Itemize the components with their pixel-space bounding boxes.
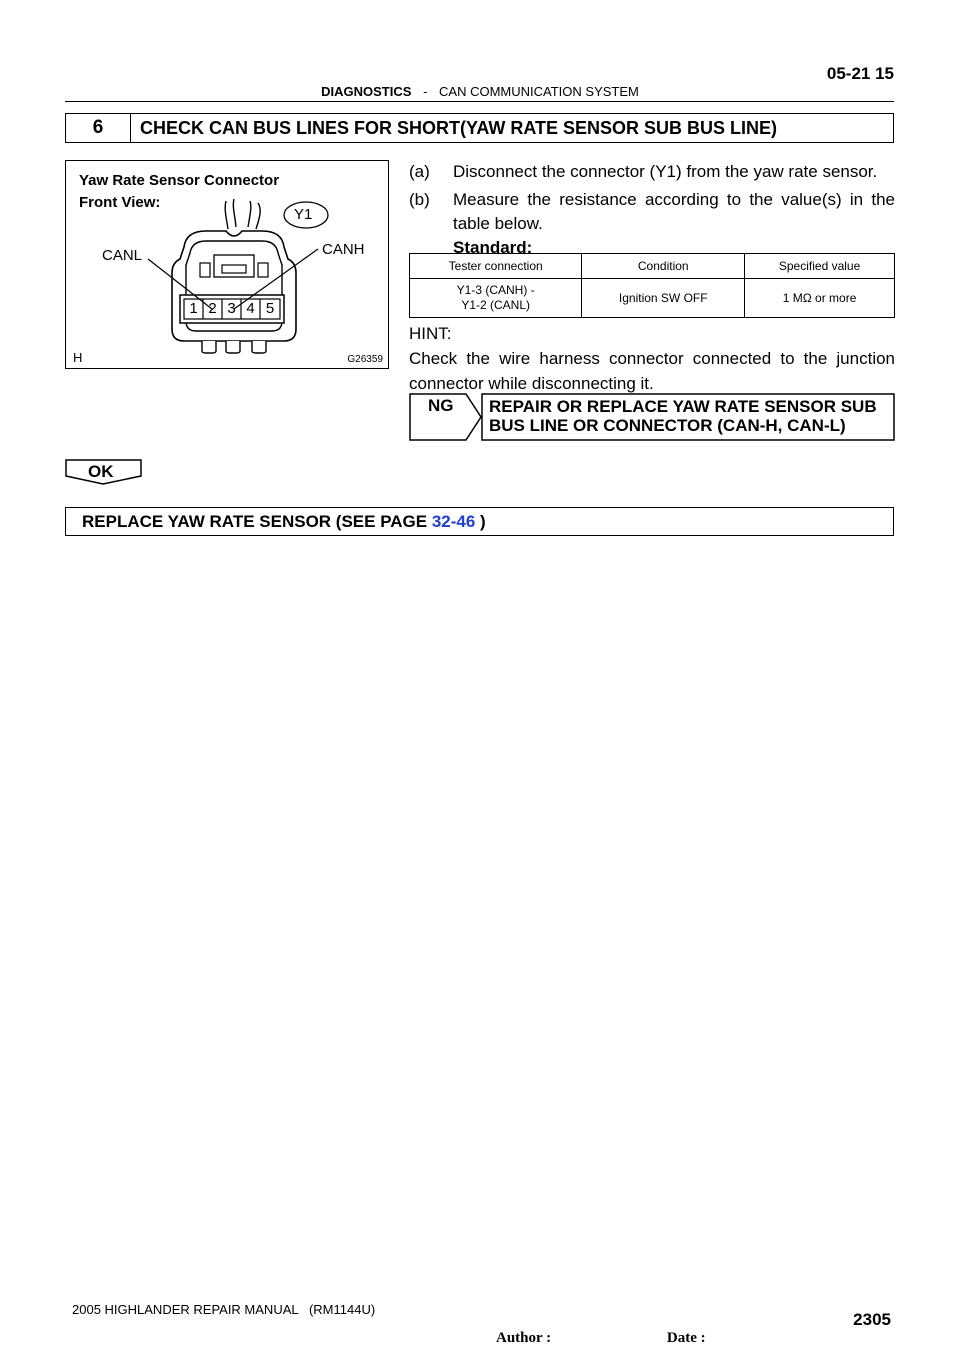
page-reference-link[interactable]: 32-46 [431, 511, 476, 531]
pin-number: 1 [189, 300, 198, 317]
canl-label: CANL [102, 247, 143, 264]
footer-manual-title: 2005 HIGHLANDER REPAIR MANUAL (RM1144U) [72, 1302, 376, 1317]
figure-title-line2: Front View: [79, 194, 161, 211]
pin-numbers [184, 300, 280, 317]
instruction-letter: (b) [409, 190, 430, 209]
hint-block [409, 321, 895, 396]
instruction-text: Disconnect the connector (Y1) from the yaw rate sensor. [453, 162, 878, 181]
pin-number: 4 [246, 300, 255, 317]
section-separator: - [423, 84, 428, 99]
pin-number: 5 [265, 300, 275, 317]
section-header [0, 84, 960, 99]
standard-label: Standard: [453, 238, 533, 257]
header-rule [65, 101, 894, 102]
final-action-text: REPLACE YAW RATE SENSOR (SEE PAGE [82, 511, 432, 531]
figure-title-line1: Yaw Rate Sensor Connector [79, 172, 280, 189]
pin-number: 3 [227, 300, 236, 317]
canh-label: CANH [322, 241, 365, 258]
page-code: 05-21 15 [826, 64, 894, 83]
header-tester-connection: Tester connection [410, 254, 582, 279]
instruction-list [409, 160, 895, 260]
hint-label: HINT: [409, 324, 452, 343]
ng-action-text [489, 397, 877, 435]
section-name: DIAGNOSTICS [321, 84, 412, 99]
table-header-row [410, 254, 895, 279]
footer-signoff [496, 1330, 706, 1347]
spec-table [409, 253, 895, 318]
cell-specified-value: 1 MΩ or more [745, 279, 895, 318]
hint-text: Check the wire harness connector connected to the junction connector while disconnecting it. [409, 349, 895, 393]
subsection-name: CAN COMMUNICATION SYSTEM [439, 84, 639, 99]
figure-mark: H [73, 350, 83, 365]
header-condition: Condition [582, 254, 745, 279]
pin-number: 2 [208, 300, 217, 317]
footer-page-number: 2305 [853, 1310, 891, 1329]
connector-id-label: Y1 [294, 206, 313, 223]
header-specified-value: Specified value [745, 254, 895, 279]
step-header-box [65, 113, 894, 143]
cell-tester-connection [410, 279, 582, 318]
instruction-item [409, 160, 895, 184]
author-label: Author : [496, 1330, 552, 1346]
connection-line2: Y1-2 (CANL) [461, 298, 531, 312]
table-row [410, 279, 895, 318]
ok-label: OK [88, 462, 114, 481]
final-action-close: ) [475, 511, 486, 531]
step-title: CHECK CAN BUS LINES FOR SHORT(YAW RATE SENSOR SUB BUS LINE) [140, 117, 778, 138]
ng-action-line2: BUS LINE OR CONNECTOR (CAN-H, CAN-L) [489, 416, 846, 435]
figure-code: G26359 [347, 354, 383, 365]
ng-action-line1: REPAIR OR REPLACE YAW RATE SENSOR SUB [489, 397, 877, 416]
step-number: 6 [66, 114, 131, 142]
figure-title [79, 170, 279, 214]
connector-illustration [65, 160, 389, 369]
cell-condition: Ignition SW OFF [582, 279, 745, 318]
ng-label: NG [428, 396, 454, 415]
instruction-item [409, 188, 895, 236]
date-label: Date : [666, 1330, 706, 1346]
connection-line1: Y1-3 (CANH) - [456, 283, 535, 297]
final-action-box [65, 507, 894, 536]
instruction-letter: (a) [409, 162, 430, 181]
instruction-text: Measure the resistance according to the value(s) in the table below. [453, 190, 895, 233]
